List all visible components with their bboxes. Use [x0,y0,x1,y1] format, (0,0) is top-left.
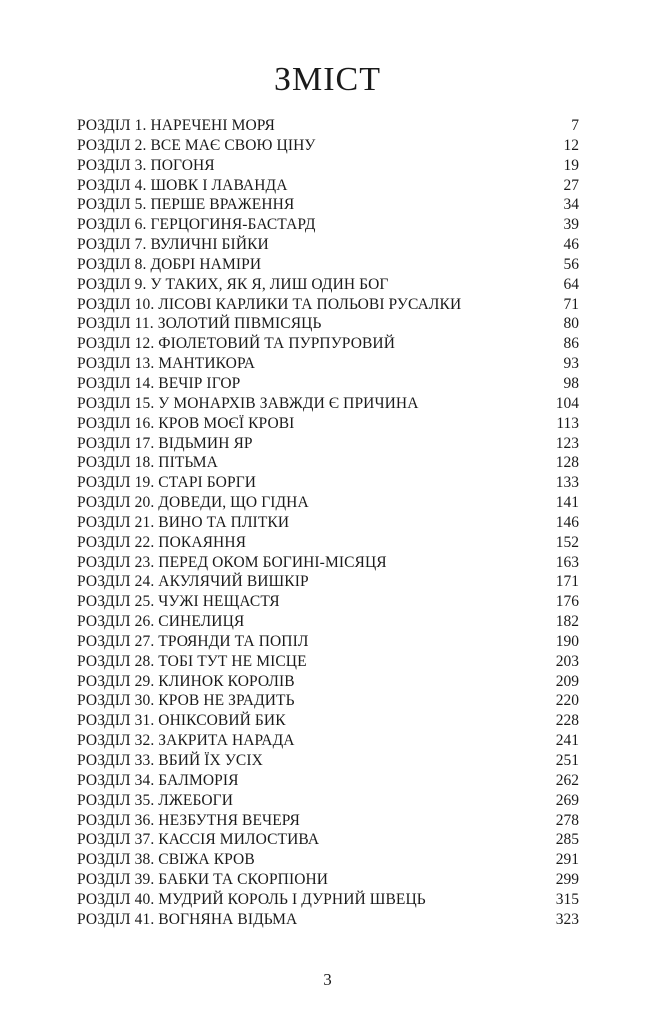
chapter-page-number: 323 [555,910,579,928]
chapter-page-number: 171 [555,573,579,591]
toc-entry [77,195,579,215]
chapter-title: РОЗДІЛ 41. ВОГНЯНА ВІДЬМА [77,910,298,928]
toc-entry [77,751,579,771]
chapter-page-number: 80 [563,315,579,333]
toc-entry [77,771,579,791]
chapter-title: РОЗДІЛ 13. МАНТИКОРА [77,355,256,373]
chapter-page-number: 133 [555,474,579,492]
chapter-title: РОЗДІЛ 4. ШОВК І ЛАВАНДА [77,176,288,194]
toc-entry [77,672,579,692]
toc-entry [77,850,579,870]
chapter-title: РОЗДІЛ 37. КАССІЯ МИЛОСТИВА [77,831,320,849]
chapter-page-number: 141 [555,494,579,512]
chapter-page-number: 262 [555,771,579,789]
toc-entry [77,811,579,831]
chapter-title: РОЗДІЛ 20. ДОВЕДИ, ЩО ГІДНА [77,494,309,512]
toc-entry [77,890,579,910]
page-number: 3 [323,970,332,989]
chapter-title: РОЗДІЛ 39. БАБКИ ТА СКОРПІОНИ [77,871,329,889]
chapter-page-number: 299 [555,871,579,889]
chapter-title: РОЗДІЛ 2. ВСЕ МАЄ СВОЮ ЦІНУ [77,136,316,154]
chapter-title: РОЗДІЛ 18. ПІТЬМА [77,454,218,472]
chapter-title: РОЗДІЛ 3. ПОГОНЯ [77,156,215,174]
chapter-title: РОЗДІЛ 16. КРОВ МОЄЇ КРОВІ [77,414,295,432]
chapter-title: РОЗДІЛ 29. КЛИНОК КОРОЛІВ [77,672,295,690]
toc-entry [77,215,579,235]
chapter-title: РОЗДІЛ 31. ОНІКСОВИЙ БИК [77,712,286,730]
chapter-page-number: 93 [563,355,579,373]
chapter-title: РОЗДІЛ 5. ПЕРШЕ ВРАЖЕННЯ [77,196,295,214]
chapter-page-number: 113 [556,414,579,432]
toc-entry [77,553,579,573]
chapter-title: РОЗДІЛ 17. ВІДЬМИН ЯР [77,434,253,452]
table-of-contents [77,116,579,930]
chapter-title: РОЗДІЛ 27. ТРОЯНДИ ТА ПОПІЛ [77,632,309,650]
chapter-page-number: 251 [555,752,579,769]
chapter-page-number: 190 [555,632,579,650]
chapter-title: РОЗДІЛ 7. ВУЛИЧНІ БІЙКИ [77,236,269,254]
chapter-page-number: 123 [555,434,579,452]
toc-entry [77,374,579,394]
toc-entry [77,453,579,473]
toc-entry [77,434,579,454]
chapter-title: РОЗДІЛ 15. У МОНАРХІВ ЗАВЖДИ Є ПРИЧИНА [77,394,419,412]
page-title: ЗМІСТ [273,61,382,98]
chapter-title: РОЗДІЛ 24. АКУЛЯЧИЙ ВИШКІР [77,573,309,591]
chapter-title: РОЗДІЛ 14. ВЕЧІР ІГОР [77,374,241,392]
chapter-title: РОЗДІЛ 30. КРОВ НЕ ЗРАДИТЬ [77,692,295,710]
toc-entry [77,691,579,711]
chapter-page-number: 128 [555,454,579,472]
toc-entry [77,414,579,434]
chapter-title: РОЗДІЛ 35. ЛЖЕБОГИ [77,791,234,809]
toc-entry [77,354,579,374]
chapter-title: РОЗДІЛ 34. БАЛМОРІЯ [77,771,239,789]
toc-entry [77,830,579,850]
chapter-title: РОЗДІЛ 23. ПЕРЕД ОКОМ БОГИНІ-МІСЯЦЯ [77,553,387,571]
chapter-page-number: 12 [563,136,579,154]
toc-entry [77,235,579,255]
chapter-title: РОЗДІЛ 1. НАРЕЧЕНІ МОРЯ [77,117,275,134]
chapter-title: РОЗДІЛ 6. ГЕРЦОГИНЯ-БАСТАРД [77,216,316,234]
chapter-page-number: 241 [555,732,579,750]
chapter-page-number: 98 [563,374,579,392]
chapter-page-number: 34 [563,196,579,214]
chapter-page-number: 86 [563,335,579,353]
chapter-page-number: 176 [555,593,579,611]
chapter-page-number: 27 [563,176,579,194]
chapter-page-number: 285 [555,831,579,849]
toc-entry [77,255,579,275]
toc-entry [77,473,579,493]
toc-entry [77,275,579,295]
chapter-page-number: 291 [555,851,579,869]
toc-entry [77,513,579,533]
chapter-title: РОЗДІЛ 22. ПОКАЯННЯ [77,533,247,551]
chapter-page-number: 71 [563,295,579,313]
chapter-title: РОЗДІЛ 32. ЗАКРИТА НАРАДА [77,732,295,750]
chapter-title: РОЗДІЛ 9. У ТАКИХ, ЯК Я, ЛИШ ОДИН БОГ [77,275,389,293]
chapter-page-number: 56 [563,255,579,273]
chapter-page-number: 228 [555,712,579,730]
toc-entry [77,870,579,890]
toc-entry [77,632,579,652]
toc-entry [77,394,579,414]
chapter-page-number: 163 [555,553,579,571]
chapter-page-number: 7 [571,117,579,134]
chapter-page-number: 203 [555,652,579,670]
chapter-page-number: 146 [555,513,579,531]
toc-entry [77,652,579,672]
toc-entry [77,592,579,612]
chapter-title: РОЗДІЛ 10. ЛІСОВІ КАРЛИКИ ТА ПОЛЬОВІ РУСАЛКИ [77,295,462,313]
toc-entry [77,314,579,334]
chapter-title: РОЗДІЛ 26. СИНЕЛИЦЯ [77,613,245,631]
chapter-title: РОЗДІЛ 36. НЕЗБУТНЯ ВЕЧЕРЯ [77,811,300,829]
chapter-page-number: 104 [555,394,579,412]
chapter-title: РОЗДІЛ 28. ТОБІ ТУТ НЕ МІСЦЕ [77,652,307,670]
toc-entry [77,176,579,196]
chapter-title: РОЗДІЛ 25. ЧУЖІ НЕЩАСТЯ [77,593,280,611]
toc-entry [77,731,579,751]
toc-entry [77,334,579,354]
chapter-page-number: 46 [563,236,579,254]
toc-entry [77,572,579,592]
toc-entry [77,711,579,731]
toc-entry [77,910,579,930]
chapter-title: РОЗДІЛ 8. ДОБРІ НАМІРИ [77,255,262,273]
chapter-title: РОЗДІЛ 40. МУДРИЙ КОРОЛЬ І ДУРНИЙ ШВЕЦЬ [77,890,426,908]
chapter-page-number: 269 [555,791,579,809]
chapter-title: РОЗДІЛ 38. СВІЖА КРОВ [77,851,255,869]
chapter-title: РОЗДІЛ 21. ВИНО ТА ПЛІТКИ [77,513,290,531]
chapter-page-number: 278 [555,811,579,829]
chapter-page-number: 19 [563,156,579,174]
toc-entry [77,156,579,176]
toc-entry [77,612,579,632]
chapter-page-number: 315 [555,890,579,908]
toc-entry [77,791,579,811]
chapter-page-number: 152 [555,533,579,551]
toc-entry [77,295,579,315]
chapter-title: РОЗДІЛ 11. ЗОЛОТИЙ ПІВМІСЯЦЬ [77,315,322,333]
chapter-page-number: 220 [555,692,579,710]
chapter-page-number: 64 [563,275,579,293]
toc-entry [77,493,579,513]
chapter-page-number: 39 [563,216,579,234]
chapter-page-number: 182 [555,613,579,631]
chapter-page-number: 209 [555,672,579,690]
toc-entry [77,533,579,553]
chapter-title: РОЗДІЛ 12. ФІОЛЕТОВИЙ ТА ПУРПУРОВИЙ [77,335,396,353]
chapter-title: РОЗДІЛ 33. ВБИЙ ЇХ УСІХ [77,752,263,769]
toc-entry [77,116,579,136]
toc-entry [77,136,579,156]
chapter-title: РОЗДІЛ 19. СТАРІ БОРГИ [77,474,257,492]
